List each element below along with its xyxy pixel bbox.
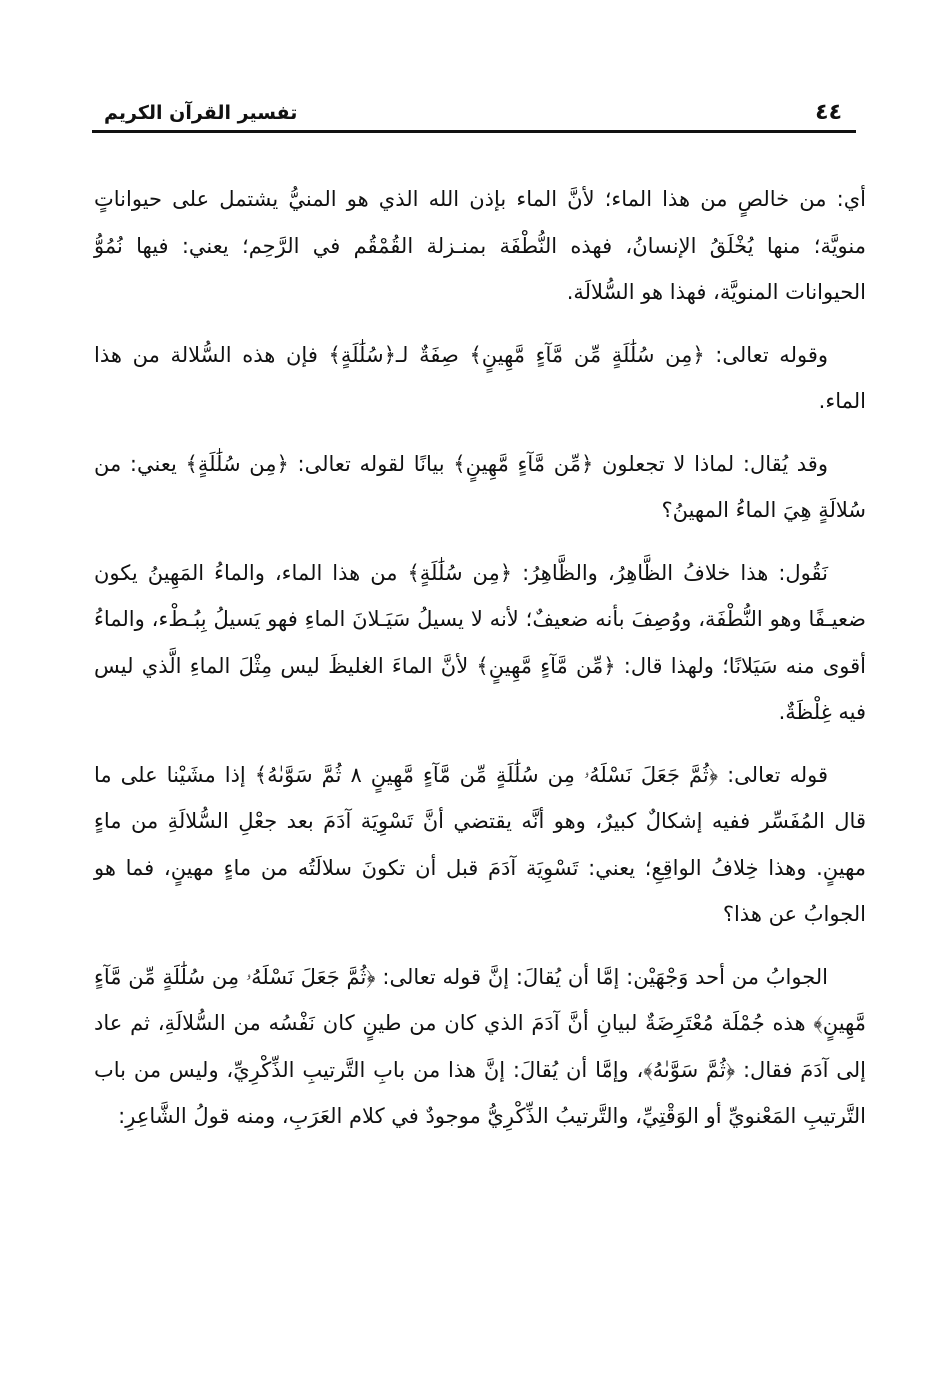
paragraph-3: وقد يُقال: لماذا لا تجعلون ﴿مِّن مَّآءٍ مَّهِينٍ﴾ بيانًا لقوله تعالى: ﴿مِن سُلَٰلَةٍ﴾ يعني: من سُلالَةٍ هِيَ الماءُ المهينُ؟ — [94, 451, 866, 522]
running-title: تفسير القرآن الكريم — [104, 102, 298, 124]
page-header — [92, 96, 856, 133]
paragraph-6: الجوابُ من أحد وَجْهَيْن: إمَّا أن يُقالَ: إنَّ قوله تعالى: ﴿ثُمَّ جَعَلَ نَسْلَهُۥ مِن سُلَٰلَةٍ مِّن مَّآءٍ مَّهِينٍ﴾ هذه جُمْلَة مُعْتَرِضَةٌ لبيانِ أنَّ آدَمَ الذي كان من طينٍ كان نَفْسُه من السُّلالَةِ، ثم عاد إلى آدَمَ فقال: ﴿ثُمَّ سَوَّىٰهُ﴾، وإمَّا أن يُقالَ: إنَّ هذا من بابِ التَّرتيبِ الذِّكْرِيِّ، وليس من باب التَّرتيبِ المَعْنويِّ أو الوَقْتِيِّ، والتَّرتيبُ الذِّكْرِيُّ موجودٌ في كلام العَرَبِ، ومنه قولُ الشَّاعِرِ: — [94, 964, 866, 1128]
paragraph-2: وقوله تعالى: ﴿مِن سُلَٰلَةٍ مِّن مَّآءٍ مَّهِينٍ﴾ صِفَةٌ لـ﴿سُلَٰلَةٍ﴾ فإن هذه السُّلالة من هذا الماء. — [94, 342, 866, 413]
paragraph-1: أي: من خالصٍ من هذا الماء؛ لأنَّ الماء بإذن الله الذي هو المنيُّ يشتمل على حيواناتٍ منويَّة؛ منها يُخْلَقُ الإنسانُ، فهذه النُّطْفَة بمنـزلة القُمْقُم في الرَّحِم؛ يعني: فيها نُمُوُّ الحيوانات المنويَّة، فهذا هو السُّلالَة. — [94, 187, 866, 304]
paragraph-5: قوله تعالى: ﴿ثُمَّ جَعَلَ نَسْلَهُۥ مِن سُلَٰلَةٍ مِّن مَّآءٍ مَّهِينٍ ٨ ثُمَّ سَوَّىٰهُ﴾ إذا مشَيْنا على ما قال المُفَسِّر ففيه إشكالٌ كبيرٌ، وهو أنَّه يقتضي أنَّ تَسْوِيَة آدَمَ بعد جعْلِ السُّلالَةِ من ماءٍ مهينٍ. وهذا خِلافُ الواقِعِ؛ يعني: تَسْوِيَة آدَمَ قبل أن تكونَ سلالَتُه من ماءٍ مهينٍ، فما هو الجوابُ عن هذا؟ — [94, 762, 866, 926]
page-number: ٤٤ — [815, 100, 842, 125]
page-body — [94, 176, 866, 1156]
paragraph-4: نَقُول: هذا خلافُ الظَّاهِرُ، والظَّاهِرُ: ﴿مِن سُلَٰلَةٍ﴾ من هذا الماء، والماءُ المَهِينُ يكون ضعيـفًا وهو النُّطْفَة، ووُصِفَ بأنه ضعيفٌ؛ لأنه لا يسيلُ سَيَـلانَ الماءِ فهو يَسيلُ بِبُـطْء، والماءُ أقوى منه سَيَلانًا؛ ولهذا قال: ﴿مِّن مَّآءٍ مَّهِينٍ﴾ لأنَّ الماءَ الغليظَ ليس مِثْلَ الماءِ الَّذي ليس فيه غِلْظَةٌ. — [94, 560, 866, 724]
